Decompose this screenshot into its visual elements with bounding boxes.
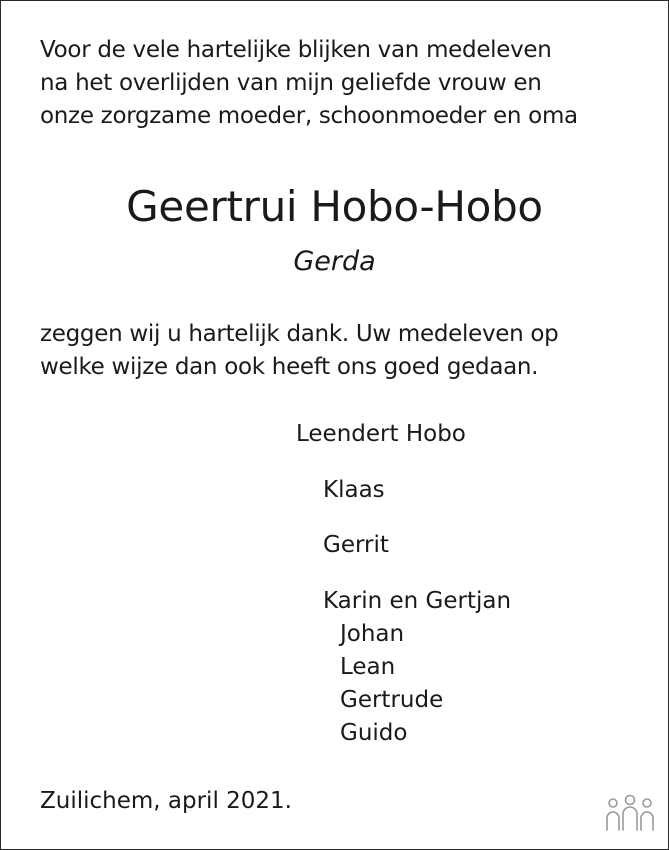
intro-line: onze zorgzame moeder, schoonmoeder en oma bbox=[40, 103, 578, 129]
signatory-grandchild: Lean bbox=[340, 654, 396, 680]
signatory-child: Karin en Gertjan bbox=[323, 588, 512, 614]
signatory-spouse: Leendert Hobo bbox=[296, 421, 466, 447]
intro-line: Voor de vele hartelijke blijken van medeleven bbox=[40, 37, 552, 63]
people-group-icon bbox=[604, 794, 656, 834]
intro-line: na het overlijden van mijn geliefde vrouw en bbox=[40, 70, 542, 96]
signatory-grandchild: Guido bbox=[340, 720, 408, 746]
deceased-nickname: Gerda bbox=[293, 246, 376, 277]
thanks-text bbox=[40, 318, 559, 384]
signatory-child: Gerrit bbox=[323, 532, 389, 558]
signatory-child: Klaas bbox=[323, 477, 385, 503]
signatory-grandchild: Johan bbox=[340, 621, 405, 647]
deceased-name: Geertrui Hobo-Hobo bbox=[126, 182, 543, 231]
intro-text bbox=[40, 34, 578, 133]
thanks-line: welke wijze dan ook heeft ons goed gedaan. bbox=[40, 354, 539, 380]
signatory-grandchild: Gertrude bbox=[340, 687, 444, 713]
place-date: Zuilichem, april 2021. bbox=[40, 788, 292, 814]
thanks-line: zeggen wij u hartelijk dank. Uw medeleven op bbox=[40, 321, 559, 347]
